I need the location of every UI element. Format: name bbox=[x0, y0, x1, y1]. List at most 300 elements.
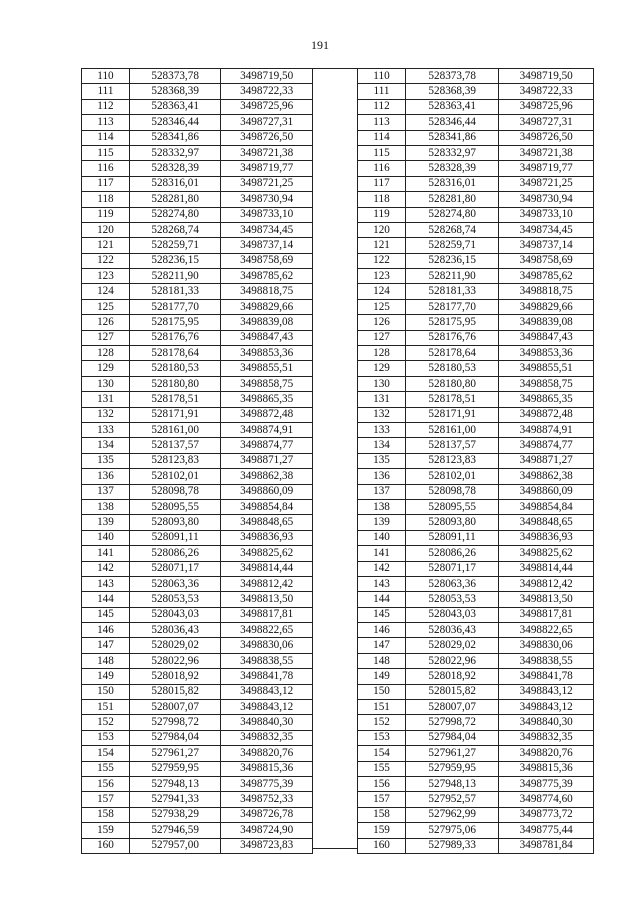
point-number-cell: 131 bbox=[82, 392, 130, 407]
x-coordinate-cell: 528175,95 bbox=[405, 315, 498, 330]
table-row bbox=[82, 499, 313, 514]
x-coordinate-cell: 527946,59 bbox=[129, 823, 220, 838]
y-coordinate-cell: 3498781,84 bbox=[499, 838, 594, 853]
point-number-cell: 128 bbox=[82, 346, 130, 361]
x-coordinate-cell: 528086,26 bbox=[129, 546, 220, 561]
y-coordinate-cell: 3498843,12 bbox=[499, 700, 594, 715]
x-coordinate-cell: 528095,55 bbox=[405, 499, 498, 514]
y-coordinate-cell: 3498734,45 bbox=[221, 222, 313, 237]
x-coordinate-cell: 528018,92 bbox=[129, 669, 220, 684]
x-coordinate-cell: 527998,72 bbox=[405, 715, 498, 730]
y-coordinate-cell: 3498721,38 bbox=[221, 145, 313, 160]
y-coordinate-cell: 3498723,83 bbox=[221, 838, 313, 853]
point-number-cell: 141 bbox=[358, 546, 406, 561]
table-row bbox=[82, 638, 313, 653]
page-number: 191 bbox=[311, 38, 329, 52]
y-coordinate-cell: 3498774,60 bbox=[499, 792, 594, 807]
point-number-cell: 110 bbox=[358, 69, 406, 84]
y-coordinate-cell: 3498719,50 bbox=[499, 69, 594, 84]
y-coordinate-cell: 3498874,91 bbox=[221, 422, 313, 437]
x-coordinate-cell: 527984,04 bbox=[129, 730, 220, 745]
y-coordinate-cell: 3498860,09 bbox=[221, 484, 313, 499]
y-coordinate-cell: 3498722,33 bbox=[499, 84, 594, 99]
y-coordinate-cell: 3498775,44 bbox=[499, 823, 594, 838]
x-coordinate-cell: 528043,03 bbox=[129, 607, 220, 622]
y-coordinate-cell: 3498724,90 bbox=[221, 823, 313, 838]
point-number-cell: 145 bbox=[358, 607, 406, 622]
point-number-cell: 146 bbox=[358, 623, 406, 638]
point-number-cell: 116 bbox=[82, 161, 130, 176]
point-number-cell: 155 bbox=[358, 761, 406, 776]
point-number-cell: 121 bbox=[82, 238, 130, 253]
point-number-cell: 147 bbox=[82, 638, 130, 653]
table-row bbox=[82, 284, 313, 299]
y-coordinate-cell: 3498722,33 bbox=[221, 84, 313, 99]
y-coordinate-cell: 3498822,65 bbox=[499, 623, 594, 638]
y-coordinate-cell: 3498832,35 bbox=[221, 730, 313, 745]
x-coordinate-cell: 528177,70 bbox=[405, 299, 498, 314]
table-row bbox=[358, 407, 594, 422]
point-number-cell: 110 bbox=[82, 69, 130, 84]
table-row bbox=[358, 761, 594, 776]
y-coordinate-cell: 3498829,66 bbox=[499, 299, 594, 314]
x-coordinate-cell: 528180,53 bbox=[405, 361, 498, 376]
x-coordinate-cell: 528007,07 bbox=[405, 700, 498, 715]
table-row bbox=[358, 330, 594, 345]
y-coordinate-cell: 3498726,50 bbox=[499, 130, 594, 145]
point-number-cell: 150 bbox=[358, 684, 406, 699]
table-row bbox=[82, 238, 313, 253]
y-coordinate-cell: 3498872,48 bbox=[221, 407, 313, 422]
point-number-cell: 113 bbox=[82, 115, 130, 130]
x-coordinate-cell: 527962,99 bbox=[405, 807, 498, 822]
y-coordinate-cell: 3498721,25 bbox=[221, 176, 313, 191]
y-coordinate-cell: 3498733,10 bbox=[499, 207, 594, 222]
x-coordinate-cell: 528086,26 bbox=[405, 546, 498, 561]
point-number-cell: 116 bbox=[358, 161, 406, 176]
y-coordinate-cell: 3498840,30 bbox=[221, 715, 313, 730]
x-coordinate-cell: 528316,01 bbox=[129, 176, 220, 191]
x-coordinate-cell: 527948,13 bbox=[405, 776, 498, 791]
point-number-cell: 112 bbox=[82, 99, 130, 114]
y-coordinate-cell: 3498725,96 bbox=[221, 99, 313, 114]
y-coordinate-cell: 3498815,36 bbox=[221, 761, 313, 776]
x-coordinate-cell: 527998,72 bbox=[129, 715, 220, 730]
table-row bbox=[358, 669, 594, 684]
y-coordinate-cell: 3498726,50 bbox=[221, 130, 313, 145]
y-coordinate-cell: 3498737,14 bbox=[221, 238, 313, 253]
y-coordinate-cell: 3498727,31 bbox=[221, 115, 313, 130]
table-row bbox=[82, 469, 313, 484]
y-coordinate-cell: 3498829,66 bbox=[221, 299, 313, 314]
table-row bbox=[82, 115, 313, 130]
table-row bbox=[82, 700, 313, 715]
x-coordinate-cell: 528102,01 bbox=[129, 469, 220, 484]
point-number-cell: 153 bbox=[82, 730, 130, 745]
x-coordinate-cell: 527957,00 bbox=[129, 838, 220, 853]
table-row bbox=[82, 176, 313, 191]
y-coordinate-cell: 3498847,43 bbox=[221, 330, 313, 345]
point-number-cell: 124 bbox=[358, 284, 406, 299]
point-number-cell: 144 bbox=[82, 592, 130, 607]
x-coordinate-cell: 527975,06 bbox=[405, 823, 498, 838]
x-coordinate-cell: 528177,70 bbox=[129, 299, 220, 314]
x-coordinate-cell: 527959,95 bbox=[405, 761, 498, 776]
table-row bbox=[358, 653, 594, 668]
y-coordinate-cell: 3498848,65 bbox=[221, 515, 313, 530]
y-coordinate-cell: 3498871,27 bbox=[221, 453, 313, 468]
x-coordinate-cell: 528018,92 bbox=[405, 669, 498, 684]
y-coordinate-cell: 3498818,75 bbox=[499, 284, 594, 299]
point-number-cell: 124 bbox=[82, 284, 130, 299]
y-coordinate-cell: 3498854,84 bbox=[499, 499, 594, 514]
point-number-cell: 119 bbox=[358, 207, 406, 222]
table-row bbox=[82, 746, 313, 761]
table-row bbox=[82, 253, 313, 268]
x-coordinate-cell: 528093,80 bbox=[129, 515, 220, 530]
x-coordinate-cell: 528181,33 bbox=[129, 284, 220, 299]
point-number-cell: 119 bbox=[82, 207, 130, 222]
x-coordinate-cell: 528211,90 bbox=[405, 269, 498, 284]
table-row bbox=[82, 684, 313, 699]
x-coordinate-cell: 527984,04 bbox=[405, 730, 498, 745]
point-number-cell: 152 bbox=[358, 715, 406, 730]
x-coordinate-cell: 528341,86 bbox=[129, 130, 220, 145]
x-coordinate-cell: 528373,78 bbox=[129, 69, 220, 84]
point-number-cell: 141 bbox=[82, 546, 130, 561]
point-number-cell: 135 bbox=[358, 453, 406, 468]
point-number-cell: 134 bbox=[82, 438, 130, 453]
table-row bbox=[358, 145, 594, 160]
x-coordinate-cell: 528178,51 bbox=[405, 392, 498, 407]
x-coordinate-cell: 528098,78 bbox=[129, 484, 220, 499]
table-row bbox=[82, 315, 313, 330]
table-row bbox=[82, 561, 313, 576]
table-row bbox=[82, 438, 313, 453]
x-coordinate-cell: 528176,76 bbox=[129, 330, 220, 345]
x-coordinate-cell: 527948,13 bbox=[129, 776, 220, 791]
x-coordinate-cell: 528098,78 bbox=[405, 484, 498, 499]
x-coordinate-cell: 528346,44 bbox=[405, 115, 498, 130]
y-coordinate-cell: 3498775,39 bbox=[499, 776, 594, 791]
point-number-cell: 114 bbox=[358, 130, 406, 145]
point-number-cell: 132 bbox=[358, 407, 406, 422]
point-number-cell: 121 bbox=[358, 238, 406, 253]
point-number-cell: 158 bbox=[82, 807, 130, 822]
table-row bbox=[82, 376, 313, 391]
point-number-cell: 154 bbox=[358, 746, 406, 761]
point-number-cell: 126 bbox=[82, 315, 130, 330]
table-row bbox=[358, 576, 594, 591]
y-coordinate-cell: 3498840,30 bbox=[499, 715, 594, 730]
point-number-cell: 148 bbox=[82, 653, 130, 668]
coordinates-table-left bbox=[81, 68, 313, 854]
table-row bbox=[82, 592, 313, 607]
x-coordinate-cell: 528175,95 bbox=[129, 315, 220, 330]
x-coordinate-cell: 528043,03 bbox=[405, 607, 498, 622]
table-row bbox=[358, 438, 594, 453]
y-coordinate-cell: 3498737,14 bbox=[499, 238, 594, 253]
table-row bbox=[358, 623, 594, 638]
y-coordinate-cell: 3498874,77 bbox=[221, 438, 313, 453]
y-coordinate-cell: 3498841,78 bbox=[499, 669, 594, 684]
y-coordinate-cell: 3498855,51 bbox=[499, 361, 594, 376]
x-coordinate-cell: 528071,17 bbox=[129, 561, 220, 576]
y-coordinate-cell: 3498838,55 bbox=[499, 653, 594, 668]
table-row bbox=[358, 99, 594, 114]
y-coordinate-cell: 3498818,75 bbox=[221, 284, 313, 299]
point-number-cell: 125 bbox=[82, 299, 130, 314]
x-coordinate-cell: 528178,51 bbox=[129, 392, 220, 407]
y-coordinate-cell: 3498721,25 bbox=[499, 176, 594, 191]
table-row bbox=[358, 115, 594, 130]
y-coordinate-cell: 3498815,36 bbox=[499, 761, 594, 776]
y-coordinate-cell: 3498730,94 bbox=[499, 192, 594, 207]
y-coordinate-cell: 3498843,12 bbox=[499, 684, 594, 699]
point-number-cell: 129 bbox=[358, 361, 406, 376]
point-number-cell: 122 bbox=[82, 253, 130, 268]
y-coordinate-cell: 3498862,38 bbox=[221, 469, 313, 484]
table-row bbox=[358, 484, 594, 499]
point-number-cell: 126 bbox=[358, 315, 406, 330]
table-row bbox=[82, 346, 313, 361]
x-coordinate-cell: 528259,71 bbox=[405, 238, 498, 253]
point-number-cell: 117 bbox=[82, 176, 130, 191]
y-coordinate-cell: 3498825,62 bbox=[499, 546, 594, 561]
table-row bbox=[358, 823, 594, 838]
x-coordinate-cell: 528071,17 bbox=[405, 561, 498, 576]
x-coordinate-cell: 528368,39 bbox=[129, 84, 220, 99]
x-coordinate-cell: 528368,39 bbox=[405, 84, 498, 99]
table-row bbox=[82, 623, 313, 638]
table-row bbox=[82, 823, 313, 838]
y-coordinate-cell: 3498820,76 bbox=[499, 746, 594, 761]
x-coordinate-cell: 528178,64 bbox=[129, 346, 220, 361]
y-coordinate-cell: 3498733,10 bbox=[221, 207, 313, 222]
x-coordinate-cell: 528095,55 bbox=[129, 499, 220, 514]
table-row bbox=[82, 792, 313, 807]
table-row bbox=[82, 838, 313, 853]
y-coordinate-cell: 3498758,69 bbox=[221, 253, 313, 268]
y-coordinate-cell: 3498862,38 bbox=[499, 469, 594, 484]
table-row bbox=[358, 715, 594, 730]
table-row bbox=[358, 253, 594, 268]
y-coordinate-cell: 3498725,96 bbox=[499, 99, 594, 114]
point-number-cell: 154 bbox=[82, 746, 130, 761]
y-coordinate-cell: 3498813,50 bbox=[221, 592, 313, 607]
table-row bbox=[358, 176, 594, 191]
point-number-cell: 137 bbox=[358, 484, 406, 499]
x-coordinate-cell: 528137,57 bbox=[405, 438, 498, 453]
y-coordinate-cell: 3498817,81 bbox=[499, 607, 594, 622]
x-coordinate-cell: 528171,91 bbox=[129, 407, 220, 422]
y-coordinate-cell: 3498721,38 bbox=[499, 145, 594, 160]
table-row bbox=[358, 422, 594, 437]
y-coordinate-cell: 3498719,77 bbox=[221, 161, 313, 176]
table-row bbox=[358, 84, 594, 99]
table-row bbox=[82, 807, 313, 822]
y-coordinate-cell: 3498814,44 bbox=[221, 561, 313, 576]
table-row bbox=[82, 130, 313, 145]
table-row bbox=[358, 315, 594, 330]
table-row bbox=[82, 222, 313, 237]
y-coordinate-cell: 3498858,75 bbox=[221, 376, 313, 391]
table-row bbox=[82, 99, 313, 114]
point-number-cell: 133 bbox=[82, 422, 130, 437]
y-coordinate-cell: 3498719,50 bbox=[221, 69, 313, 84]
point-number-cell: 125 bbox=[358, 299, 406, 314]
point-number-cell: 151 bbox=[82, 700, 130, 715]
table-row bbox=[82, 730, 313, 745]
y-coordinate-cell: 3498855,51 bbox=[221, 361, 313, 376]
point-number-cell: 115 bbox=[82, 145, 130, 160]
table-row bbox=[82, 776, 313, 791]
point-number-cell: 157 bbox=[82, 792, 130, 807]
table-row bbox=[82, 207, 313, 222]
x-coordinate-cell: 528093,80 bbox=[405, 515, 498, 530]
y-coordinate-cell: 3498839,08 bbox=[499, 315, 594, 330]
y-coordinate-cell: 3498832,35 bbox=[499, 730, 594, 745]
y-coordinate-cell: 3498848,65 bbox=[499, 515, 594, 530]
table-row bbox=[82, 607, 313, 622]
table-row bbox=[358, 592, 594, 607]
table-row bbox=[358, 684, 594, 699]
table-row bbox=[82, 761, 313, 776]
y-coordinate-cell: 3498847,43 bbox=[499, 330, 594, 345]
x-coordinate-cell: 528180,80 bbox=[129, 376, 220, 391]
x-coordinate-cell: 528363,41 bbox=[405, 99, 498, 114]
y-coordinate-cell: 3498814,44 bbox=[499, 561, 594, 576]
point-number-cell: 160 bbox=[358, 838, 406, 853]
point-number-cell: 140 bbox=[82, 530, 130, 545]
y-coordinate-cell: 3498854,84 bbox=[221, 499, 313, 514]
point-number-cell: 145 bbox=[82, 607, 130, 622]
x-coordinate-cell: 528176,76 bbox=[405, 330, 498, 345]
point-number-cell: 155 bbox=[82, 761, 130, 776]
x-coordinate-cell: 527938,29 bbox=[129, 807, 220, 822]
table-row bbox=[82, 653, 313, 668]
table-row bbox=[358, 469, 594, 484]
point-number-cell: 152 bbox=[82, 715, 130, 730]
y-coordinate-cell: 3498719,77 bbox=[499, 161, 594, 176]
point-number-cell: 139 bbox=[82, 515, 130, 530]
x-coordinate-cell: 528171,91 bbox=[405, 407, 498, 422]
x-coordinate-cell: 527989,33 bbox=[405, 838, 498, 853]
point-number-cell: 156 bbox=[82, 776, 130, 791]
x-coordinate-cell: 527952,57 bbox=[405, 792, 498, 807]
x-coordinate-cell: 528161,00 bbox=[405, 422, 498, 437]
x-coordinate-cell: 528022,96 bbox=[129, 653, 220, 668]
point-number-cell: 111 bbox=[358, 84, 406, 99]
x-coordinate-cell: 528091,11 bbox=[405, 530, 498, 545]
table-row bbox=[358, 807, 594, 822]
table-row bbox=[358, 561, 594, 576]
point-number-cell: 150 bbox=[82, 684, 130, 699]
y-coordinate-cell: 3498836,93 bbox=[499, 530, 594, 545]
table-row bbox=[358, 238, 594, 253]
x-coordinate-cell: 528102,01 bbox=[405, 469, 498, 484]
table-row bbox=[82, 69, 313, 84]
table-row bbox=[358, 269, 594, 284]
table-row bbox=[358, 530, 594, 545]
y-coordinate-cell: 3498843,12 bbox=[221, 700, 313, 715]
x-coordinate-cell: 528268,74 bbox=[129, 222, 220, 237]
table-row bbox=[358, 546, 594, 561]
table-row bbox=[358, 69, 594, 84]
table-row bbox=[358, 792, 594, 807]
x-coordinate-cell: 528161,00 bbox=[129, 422, 220, 437]
y-coordinate-cell: 3498860,09 bbox=[499, 484, 594, 499]
y-coordinate-cell: 3498830,06 bbox=[499, 638, 594, 653]
point-number-cell: 149 bbox=[358, 669, 406, 684]
point-number-cell: 135 bbox=[82, 453, 130, 468]
table-row bbox=[358, 376, 594, 391]
y-coordinate-cell: 3498865,35 bbox=[221, 392, 313, 407]
x-coordinate-cell: 528178,64 bbox=[405, 346, 498, 361]
point-number-cell: 132 bbox=[82, 407, 130, 422]
point-number-cell: 127 bbox=[358, 330, 406, 345]
x-coordinate-cell: 528332,97 bbox=[405, 145, 498, 160]
x-coordinate-cell: 528274,80 bbox=[405, 207, 498, 222]
table-row bbox=[82, 269, 313, 284]
point-number-cell: 120 bbox=[358, 222, 406, 237]
y-coordinate-cell: 3498820,76 bbox=[221, 746, 313, 761]
table-row bbox=[358, 222, 594, 237]
table-row bbox=[358, 392, 594, 407]
x-coordinate-cell: 528007,07 bbox=[129, 700, 220, 715]
point-number-cell: 138 bbox=[358, 499, 406, 514]
table-row bbox=[358, 453, 594, 468]
x-coordinate-cell: 528181,33 bbox=[405, 284, 498, 299]
point-number-cell: 144 bbox=[358, 592, 406, 607]
x-coordinate-cell: 528236,15 bbox=[129, 253, 220, 268]
x-coordinate-cell: 528363,41 bbox=[129, 99, 220, 114]
point-number-cell: 143 bbox=[82, 576, 130, 591]
x-coordinate-cell: 528236,15 bbox=[405, 253, 498, 268]
point-number-cell: 140 bbox=[358, 530, 406, 545]
x-coordinate-cell: 528029,02 bbox=[405, 638, 498, 653]
y-coordinate-cell: 3498874,91 bbox=[499, 422, 594, 437]
point-number-cell: 133 bbox=[358, 422, 406, 437]
x-coordinate-cell: 528036,43 bbox=[405, 623, 498, 638]
point-number-cell: 148 bbox=[358, 653, 406, 668]
point-number-cell: 113 bbox=[358, 115, 406, 130]
point-number-cell: 128 bbox=[358, 346, 406, 361]
point-number-cell: 118 bbox=[82, 192, 130, 207]
y-coordinate-cell: 3498813,50 bbox=[499, 592, 594, 607]
point-number-cell: 156 bbox=[358, 776, 406, 791]
y-coordinate-cell: 3498775,39 bbox=[221, 776, 313, 791]
x-coordinate-cell: 528341,86 bbox=[405, 130, 498, 145]
x-coordinate-cell: 528015,82 bbox=[405, 684, 498, 699]
y-coordinate-cell: 3498843,12 bbox=[221, 684, 313, 699]
point-number-cell: 138 bbox=[82, 499, 130, 514]
table-row bbox=[82, 161, 313, 176]
table-row bbox=[358, 515, 594, 530]
point-number-cell: 136 bbox=[82, 469, 130, 484]
table-row bbox=[82, 669, 313, 684]
point-number-cell: 134 bbox=[358, 438, 406, 453]
x-coordinate-cell: 528063,36 bbox=[129, 576, 220, 591]
point-number-cell: 117 bbox=[358, 176, 406, 191]
y-coordinate-cell: 3498874,77 bbox=[499, 438, 594, 453]
point-number-cell: 142 bbox=[358, 561, 406, 576]
point-number-cell: 130 bbox=[82, 376, 130, 391]
table-row bbox=[358, 207, 594, 222]
point-number-cell: 127 bbox=[82, 330, 130, 345]
y-coordinate-cell: 3498727,31 bbox=[499, 115, 594, 130]
y-coordinate-cell: 3498853,36 bbox=[221, 346, 313, 361]
